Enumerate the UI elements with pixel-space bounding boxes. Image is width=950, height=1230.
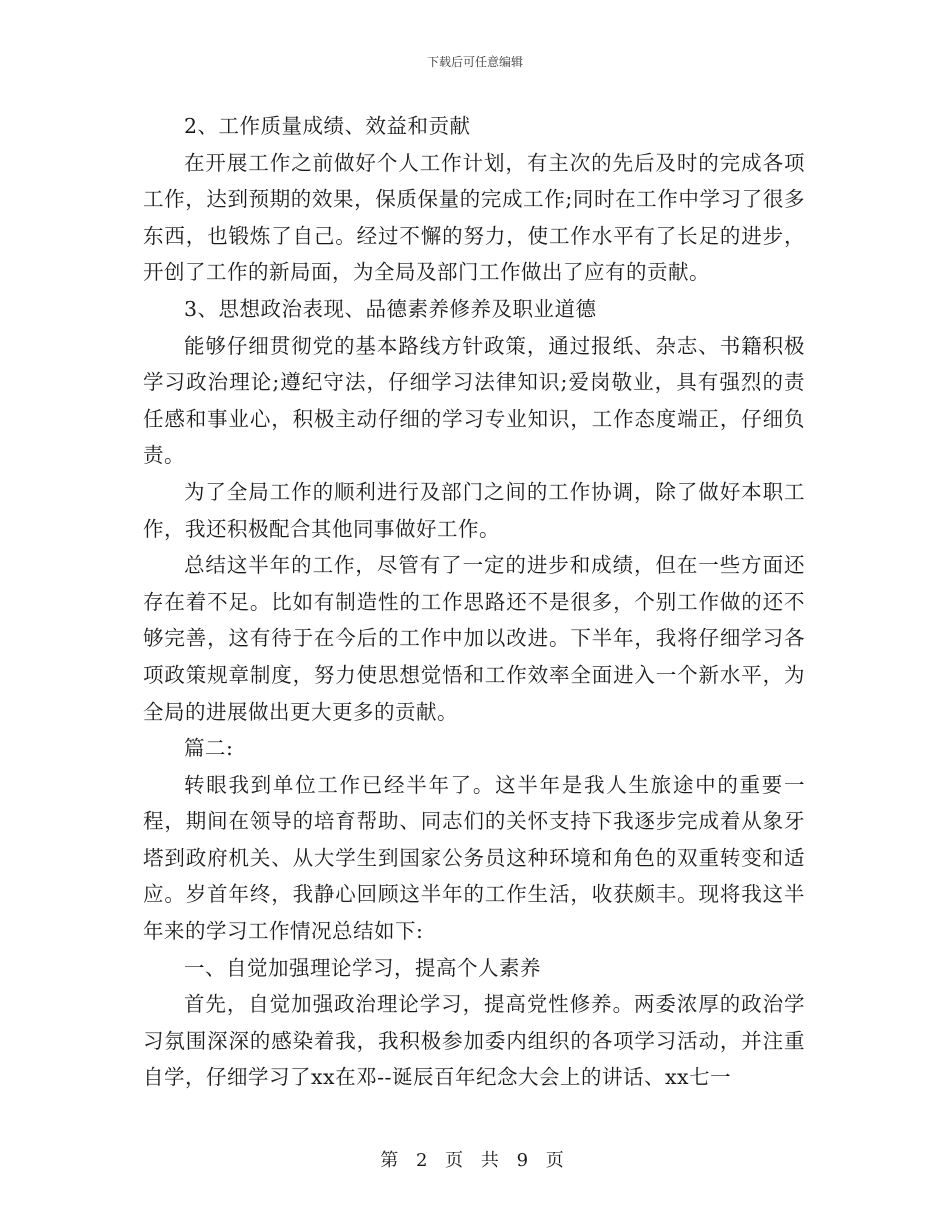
section-heading-theory-study: 一、自觉加强理论学习，提高个人素养 [184,955,541,980]
document-body [143,108,805,1096]
section-heading-quality: 2、工作质量成绩、效益和贡献 [184,114,471,138]
paragraph: 为了全局工作的顺利进行及部门之间的工作协调，除了做好本职工作，我还积极配合其他同事做好工作。 [143,479,805,541]
paragraph: 能够仔细贯彻党的基本路线方针政策，通过报纸、杂志、书籍积极学习政治理论;遵纪守法，仔细学习法律知识;爱岗敬业，具有强烈的责任感和事业心，积极主动仔细的学习专业知识，工作态度端正，仔细负责。 [143,333,805,468]
section-heading-ethics: 3、思想政治表现、品德素养修养及职业道德 [184,296,597,321]
paragraph: 在开展工作之前做好个人工作计划，有主次的先后及时的完成各项工作，达到预期的效果，保质保量的完成工作;同时在工作中学习了很多东西，也锻炼了自己。经过不懈的努力，使工作水平有了长足的进步，开创了工作的新局面，为全局及部门工作做出了应有的贡献。 [143,150,805,285]
page-header: 下载后可任意编辑 [426,55,523,69]
paragraph: 总结这半年的工作，尽管有了一定的进步和成绩，但在一些方面还存在着不足。比如有制造性的工作思路还不是很多，个别工作做的还不够完善，这有待于在今后的工作中加以改进。下半年，我将仔细学习各项政策规章制度，努力使思想觉悟和工作效率全面进入一个新水平，为全局的进展做出更大更多的贡献。 [143,553,805,724]
paragraph: 转眼我到单位工作已经半年了。这半年是我人生旅途中的重要一程，期间在领导的培育帮助、同志们的关怀支持下我逐步完成着从象牙塔到政府机关、从大学生到国家公务员这种环境和角色的双重转变和适应。岁首年终，我静心回顾这半年的工作生活，收获颇丰。现将我这半年来的学习工作情况总结如下: [143,772,805,944]
section-heading-part-two: 篇二: [184,736,234,761]
page-footer: 第 2 页 共 9 页 [380,1150,570,1171]
paragraph: 首先，自觉加强政治理论学习，提高党性修养。两委浓厚的政治学习氛围深深的感染着我，我积极参加委内组织的各项学习活动，并注重自学，仔细学习了xx在邓--诞辰百年纪念大会上的讲话、xx七一 [143,992,805,1090]
